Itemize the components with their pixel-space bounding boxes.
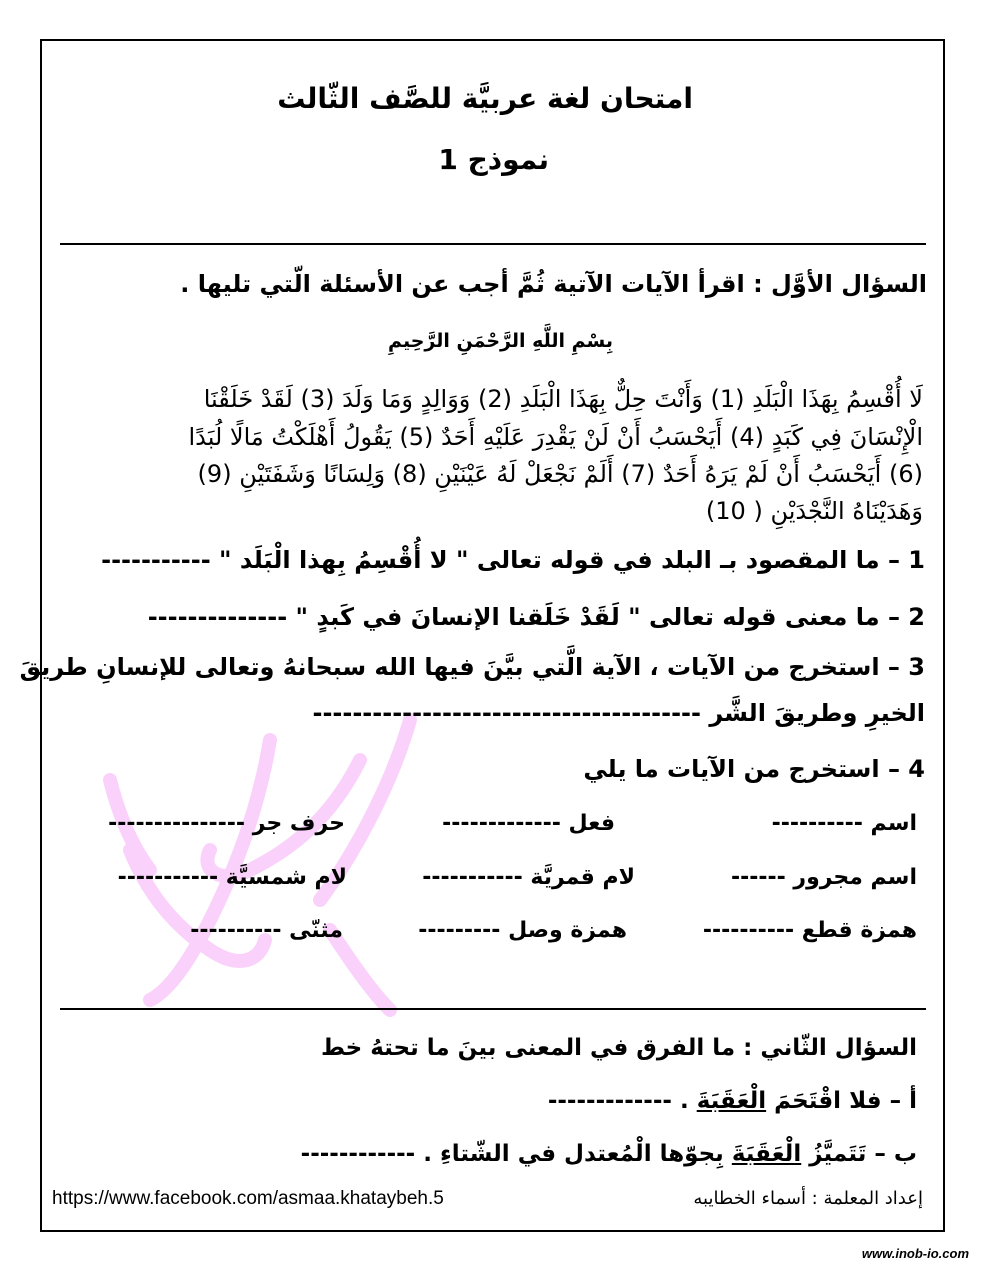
question-3-line-1: 3 – استخرج من الآيات ، الآية الَّتي بيَّنَ فيها الله سبحانهُ وتعالى للإنسانِ طريقَ bbox=[19, 653, 925, 681]
q2-a-prefix: أ – فلا اقْتَحَمَ bbox=[766, 1088, 917, 1114]
q2-a-underlined: الْعَقَبَةَ bbox=[696, 1088, 767, 1114]
question-3-line-2: الخيرِ وطريقَ الشَّر --------------------------------------- bbox=[312, 699, 925, 727]
question-1: 1 – ما المقصود بـ البلد في قوله تعالى " لا أُقْسِمُ بِهذا الْبَلَد " ----------- bbox=[101, 546, 925, 574]
model-number: نموذج 1 bbox=[438, 143, 549, 176]
verse-line-1: لَا أُقْسِمُ بِهَذَا الْبَلَدِ (1) وَأَنْتَ حِلٌّ بِهَذَا الْبَلَدِ (2) وَوَالِدٍ وَمَا وَلَدَ (3) لَقَدْ خَلَقْنَا bbox=[203, 385, 923, 413]
verse-line-2: الْإِنْسَانَ فِي كَبَدٍ (4) أَيَحْسَبُ أَنْ لَنْ يَقْدِرَ عَلَيْهِ أَحَدٌ (5) يَقُولُ أَهْلَكْتُ مَالًا لُبَدًا bbox=[188, 423, 923, 451]
extract-genitive-noun: اسم مجرور ------ bbox=[730, 865, 917, 890]
verse-line-4: وَهَدَيْنَاهُ النَّجْدَيْنِ ( 10) bbox=[705, 497, 923, 525]
verse-line-3: (6) أَيَحْسَبُ أَنْ لَمْ يَرَهُ أَحَدٌ (7) أَلَمْ نَجْعَلْ لَهُ عَيْنَيْنِ (8) وَلِسَانًا وَشَفَتَيْنِ (9) bbox=[197, 460, 923, 488]
q2-b-underlined: الْعَقَبَةَ bbox=[731, 1141, 802, 1167]
extract-verb: فعل ------------- bbox=[442, 811, 615, 836]
basmala: بِسْمِ اللَّهِ الرَّحْمَنِ الرَّحِيمِ bbox=[388, 330, 613, 352]
extract-moon-lam: لام قمريَّة ----------- bbox=[422, 865, 635, 890]
site-watermark: www.inob-io.com bbox=[861, 1246, 969, 1261]
divider-bottom bbox=[60, 1008, 926, 1010]
facebook-link[interactable]: https://www.facebook.com/asmaa.khataybeh.5 bbox=[52, 1188, 444, 1209]
extract-preposition: حرف جر --------------- bbox=[108, 811, 345, 836]
question-2: 2 – ما معنى قوله تعالى " لَقَدْ خَلَقنا الإنسانَ في كَبدٍ " -------------- bbox=[147, 603, 925, 631]
extract-dual: مثنّى ---------- bbox=[190, 918, 343, 943]
extract-hamzat-wasl: همزة وصل --------- bbox=[418, 918, 627, 943]
extract-hamzat-qat: همزة قطع ---------- bbox=[702, 918, 917, 943]
extract-sun-lam: لام شمسيَّة ----------- bbox=[117, 865, 347, 890]
extract-noun: اسم ---------- bbox=[771, 811, 917, 836]
q2-b-suffix: بِجوّها الْمُعتدل في الشّتاءِ . ------------ bbox=[300, 1141, 732, 1167]
q1-heading: السؤال الأوَّل : اقرأ الآيات الآتية ثُمَّ أجب عن الأسئلة الّتي تليها . bbox=[180, 270, 927, 298]
divider-top bbox=[60, 243, 926, 245]
q2-item-a bbox=[548, 1088, 917, 1114]
exam-title: امتحان لغة عربيَّة للصَّف الثّالث bbox=[277, 82, 693, 115]
q2-item-b bbox=[301, 1141, 917, 1167]
q2-a-suffix: . ------------- bbox=[547, 1088, 697, 1114]
prepared-by: إعداد المعلمة : أسماء الخطايبه bbox=[693, 1188, 923, 1209]
q2-heading: السؤال الثّاني : ما الفرق في المعنى بينَ ما تحتهُ خط bbox=[321, 1035, 917, 1061]
q2-b-prefix: ب – تَتَميَّزُ bbox=[801, 1141, 917, 1167]
question-4: 4 – استخرج من الآيات ما يلي bbox=[583, 755, 925, 783]
